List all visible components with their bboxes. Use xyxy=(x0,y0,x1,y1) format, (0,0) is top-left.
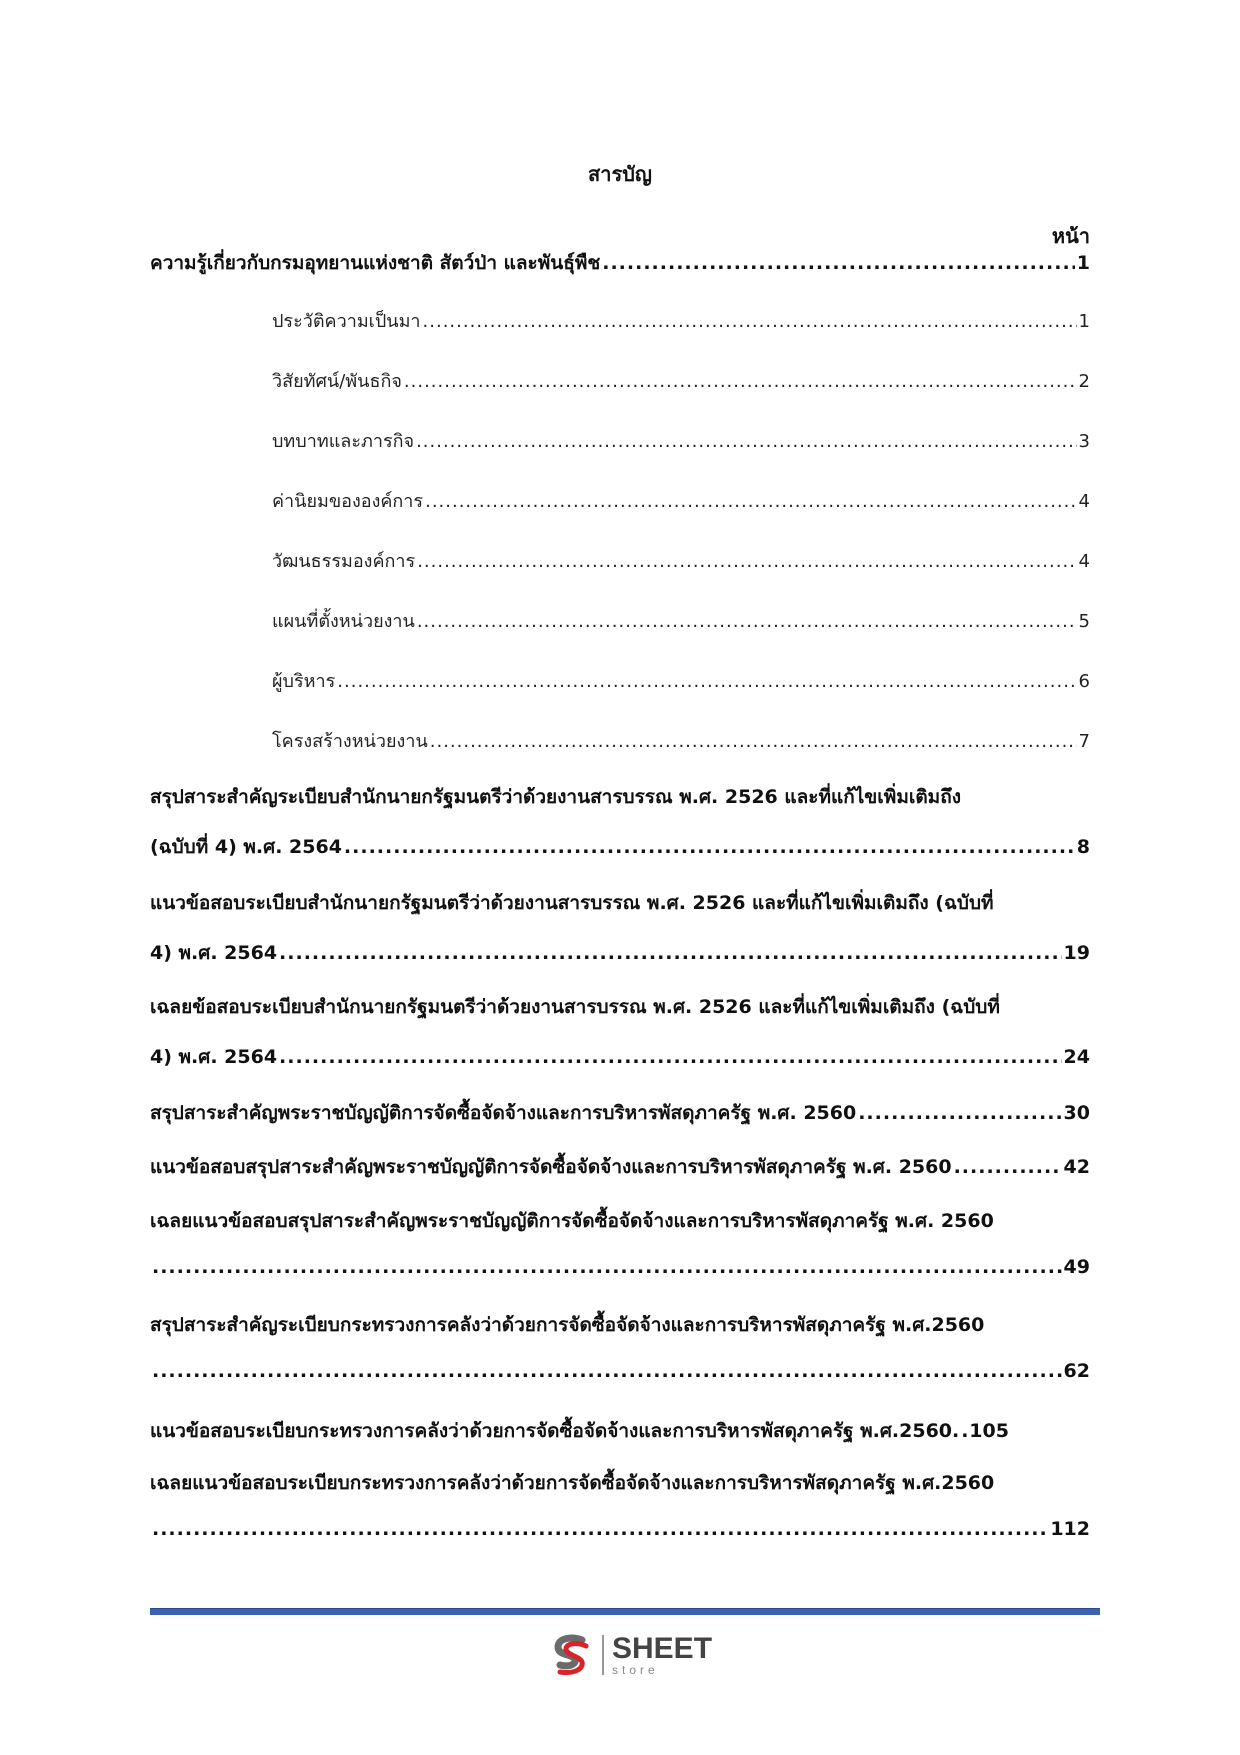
toc-subentry[interactable] xyxy=(150,606,1090,636)
toc-entry-text: ผู้บริหาร xyxy=(272,671,336,692)
toc-entry-text: ค่านิยมขององค์การ xyxy=(272,491,424,512)
logo-word: SHEET xyxy=(612,1632,713,1665)
toc-subentry[interactable] xyxy=(150,306,1090,336)
toc-entry-text-cont: 4) พ.ศ. 2564 xyxy=(150,942,278,964)
toc-subentry[interactable] xyxy=(150,366,1090,396)
toc-entry-page: 1 xyxy=(1076,252,1090,274)
toc-entry-text-cont: 4) พ.ศ. 2564 xyxy=(150,1046,278,1068)
toc-entry-page: 1 xyxy=(1078,311,1090,332)
toc-entry[interactable] xyxy=(150,1098,1090,1128)
page-column-label: หน้า xyxy=(1051,224,1090,248)
toc-entry-text: วิสัยทัศน์/พันธกิจ xyxy=(272,371,402,392)
toc-entry-page: 4 xyxy=(1078,491,1090,512)
toc-entry-text: สรุปสาระสำคัญระเบียบกระทรวงการคลังว่าด้วยการจัดซื้อจัดจ้างและการบริหารพัสดุภาครัฐ พ.ศ.2560 xyxy=(150,1314,985,1336)
toc-entry-text: สรุปสาระสำคัญระเบียบสำนักนายกรัฐมนตรีว่าด้วยงานสารบรรณ พ.ศ. 2526 และที่แก้ไขเพิ่มเติมถึง xyxy=(150,786,961,808)
toc-entry[interactable] xyxy=(150,888,1090,968)
toc-entry-text: ประวัติความเป็นมา xyxy=(272,311,421,332)
toc-entry-text: เฉลยข้อสอบระเบียบสำนักนายกรัฐมนตรีว่าด้วยงานสารบรรณ พ.ศ. 2526 และที่แก้ไขเพิ่มเติมถึง (ฉบับที่ xyxy=(150,996,1000,1018)
toc-entry-text: แนวข้อสอบระเบียบกระทรวงการคลังว่าด้วยการจัดซื้อจัดจ้างและการบริหารพัสดุภาครัฐ พ.ศ.2560. xyxy=(150,1420,960,1442)
toc-entry-page: 4 xyxy=(1078,551,1090,572)
toc-entry[interactable] xyxy=(150,248,1090,278)
toc-entry-page: 5 xyxy=(1078,611,1090,632)
toc-entry[interactable] xyxy=(150,1152,1090,1182)
toc-entry-page: 42 xyxy=(1063,1156,1090,1178)
toc-entry[interactable] xyxy=(150,992,1090,1072)
toc-entry-page: 112 xyxy=(1050,1518,1090,1540)
toc-subentry[interactable] xyxy=(150,546,1090,576)
toc-entry-page: 105 xyxy=(969,1420,1009,1442)
toc-entry-page: 62 xyxy=(1063,1360,1090,1382)
toc-entry-text: แผนที่ตั้งหน่วยงาน xyxy=(272,611,415,632)
sheet-store-logo xyxy=(548,1632,712,1678)
toc-entry-page: 8 xyxy=(1076,836,1090,858)
toc-entry-page: 2 xyxy=(1078,371,1090,392)
toc-subentry[interactable] xyxy=(150,426,1090,456)
toc-entry-text: สรุปสาระสำคัญพระราชบัญญัติการจัดซื้อจัดจ้างและการบริหารพัสดุภาครัฐ พ.ศ. 2560 xyxy=(150,1102,857,1124)
toc-entry-page: 7 xyxy=(1078,731,1090,752)
toc-entry-text: ความรู้เกี่ยวกับกรมอุทยานแห่งชาติ สัตว์ป่า และพันธุ์พืช xyxy=(150,252,601,274)
toc-entry-page: 30 xyxy=(1063,1102,1090,1124)
toc-title: สารบัญ xyxy=(588,162,652,186)
toc-entry-page: 3 xyxy=(1078,431,1090,452)
toc-entry-text-cont: (ฉบับที่ 4) พ.ศ. 2564 xyxy=(150,836,342,858)
toc-entry-text: แนวข้อสอบสรุปสาระสำคัญพระราชบัญญัติการจัดซื้อจัดจ้างและการบริหารพัสดุภาครัฐ พ.ศ. 2560 xyxy=(150,1156,952,1178)
logo-subword: store xyxy=(612,1663,659,1677)
toc-entry-page: 24 xyxy=(1063,1046,1090,1068)
toc-entry-page: 19 xyxy=(1063,942,1090,964)
toc-entry-text: เฉลยแนวข้อสอบระเบียบกระทรวงการคลังว่าด้วยการจัดซื้อจัดจ้างและการบริหารพัสดุภาครัฐ พ.ศ.2560 xyxy=(150,1472,995,1494)
sheet-logo-icon xyxy=(548,1632,594,1678)
toc-entry[interactable] xyxy=(150,782,1090,862)
toc-entry-text: วัฒนธรรมองค์การ xyxy=(272,551,416,572)
toc-entry[interactable] xyxy=(150,1310,1090,1390)
footer-divider xyxy=(150,1608,1100,1615)
toc-entry-page: 6 xyxy=(1078,671,1090,692)
toc-entry-text: แนวข้อสอบระเบียบสำนักนายกรัฐมนตรีว่าด้วยงานสารบรรณ พ.ศ. 2526 และที่แก้ไขเพิ่มเติมถึง (ฉบับที่ xyxy=(150,892,994,914)
toc-entry-text: บทบาทและภารกิจ xyxy=(272,431,415,452)
toc-entry[interactable] xyxy=(150,1468,1090,1548)
toc-subentry[interactable] xyxy=(150,666,1090,696)
toc-entry[interactable] xyxy=(150,1416,1090,1446)
toc-entry[interactable] xyxy=(150,1206,1090,1286)
toc-subentry[interactable] xyxy=(150,726,1090,756)
toc-entry-page: 49 xyxy=(1063,1256,1090,1278)
toc-entry-text: โครงสร้างหน่วยงาน xyxy=(272,731,428,752)
toc-entry-text: เฉลยแนวข้อสอบสรุปสาระสำคัญพระราชบัญญัติการจัดซื้อจัดจ้างและการบริหารพัสดุภาครัฐ พ.ศ. 2560 xyxy=(150,1210,994,1232)
toc-subentry[interactable] xyxy=(150,486,1090,516)
